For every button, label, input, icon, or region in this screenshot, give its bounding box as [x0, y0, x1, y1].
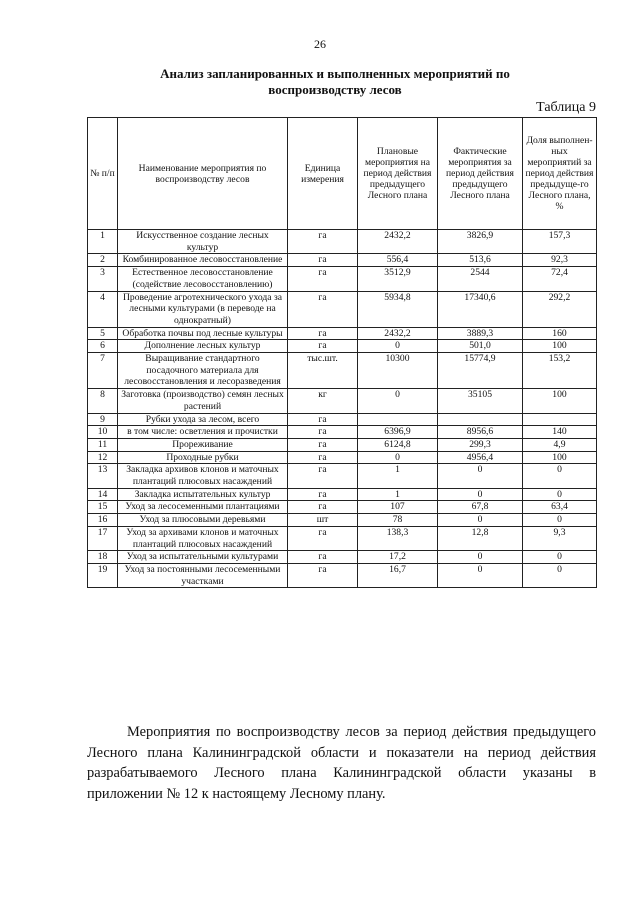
cell-plan	[358, 413, 438, 426]
cell-share: 92,3	[523, 254, 597, 267]
table-row	[88, 267, 597, 291]
cell-plan: 0	[358, 389, 438, 413]
table-row	[88, 327, 597, 340]
cell-num: 7	[88, 353, 118, 389]
cell-num: 15	[88, 501, 118, 514]
cell-name: Рубки ухода за лесом, всего	[118, 413, 288, 426]
cell-unit: га	[288, 230, 358, 254]
table-row	[88, 551, 597, 564]
cell-share: 100	[523, 340, 597, 353]
cell-plan: 0	[358, 451, 438, 464]
cell-name: Естественное лесовосстановление (содействие лесовосстановлению)	[118, 267, 288, 291]
cell-share: 0	[523, 514, 597, 527]
table-row	[88, 501, 597, 514]
cell-plan: 6124,8	[358, 438, 438, 451]
document-title: Анализ запланированных и выполненных мероприятий по воспроизводству лесов	[160, 66, 510, 97]
header-unit: Единица измерения	[288, 118, 358, 230]
cell-share: 292,2	[523, 291, 597, 327]
header-share: Доля выполнен-ных мероприятий за период действия предыдуще-го Лесного плана, %	[523, 118, 597, 230]
cell-unit: га	[288, 438, 358, 451]
cell-name: Искусственное создание лесных культур	[118, 230, 288, 254]
cell-share: 153,2	[523, 353, 597, 389]
cell-name: Заготовка (производство) семян лесных растений	[118, 389, 288, 413]
cell-share: 72,4	[523, 267, 597, 291]
cell-name: Обработка почвы под лесные культуры	[118, 327, 288, 340]
cell-num: 6	[88, 340, 118, 353]
cell-share: 0	[523, 488, 597, 501]
table-row	[88, 464, 597, 488]
table-row	[88, 563, 597, 587]
cell-num: 8	[88, 389, 118, 413]
cell-plan: 2432,2	[358, 230, 438, 254]
cell-plan: 5934,8	[358, 291, 438, 327]
cell-plan: 6396,9	[358, 426, 438, 439]
cell-share: 9,3	[523, 526, 597, 550]
cell-share: 100	[523, 389, 597, 413]
cell-fact: 3826,9	[438, 230, 523, 254]
cell-num: 2	[88, 254, 118, 267]
cell-num: 14	[88, 488, 118, 501]
cell-fact: 15774,9	[438, 353, 523, 389]
reforestation-table	[87, 117, 597, 588]
cell-share: 0	[523, 464, 597, 488]
cell-plan: 16,7	[358, 563, 438, 587]
cell-fact: 0	[438, 551, 523, 564]
cell-fact: 501,0	[438, 340, 523, 353]
cell-unit: га	[288, 451, 358, 464]
cell-share: 63,4	[523, 501, 597, 514]
footer-paragraph: Мероприятия по воспроизводству лесов за период действия предыдущего Лесного плана Калининградской области и показатели на период действия разрабатываемого Лесного плана Калининградской области указаны в приложении № 12 к настоящему Лесному плану.	[87, 724, 596, 802]
table-row	[88, 451, 597, 464]
cell-num: 10	[88, 426, 118, 439]
cell-name: в том числе: осветления и прочистки	[118, 426, 288, 439]
cell-name: Уход за испытательными культурами	[118, 551, 288, 564]
cell-num: 17	[88, 526, 118, 550]
table-label: Таблица 9	[536, 100, 596, 115]
table-row	[88, 426, 597, 439]
cell-num: 16	[88, 514, 118, 527]
table-row	[88, 353, 597, 389]
cell-fact	[438, 413, 523, 426]
cell-unit: га	[288, 267, 358, 291]
table-row	[88, 389, 597, 413]
cell-num: 19	[88, 563, 118, 587]
header-fact: Фактические мероприятия за период действия предыдущего Лесного плана	[438, 118, 523, 230]
cell-unit: га	[288, 340, 358, 353]
cell-plan: 556,4	[358, 254, 438, 267]
cell-num: 1	[88, 230, 118, 254]
cell-fact: 12,8	[438, 526, 523, 550]
cell-name: Комбинированное лесовосстановление	[118, 254, 288, 267]
cell-name: Закладка архивов клонов и маточных плантаций плюсовых насаждений	[118, 464, 288, 488]
cell-num: 9	[88, 413, 118, 426]
table-row	[88, 230, 597, 254]
cell-fact: 0	[438, 488, 523, 501]
table-header-row	[88, 118, 597, 230]
cell-name: Проходные рубки	[118, 451, 288, 464]
cell-num: 13	[88, 464, 118, 488]
cell-fact: 299,3	[438, 438, 523, 451]
cell-plan: 107	[358, 501, 438, 514]
cell-share: 160	[523, 327, 597, 340]
cell-unit: га	[288, 501, 358, 514]
cell-plan: 1	[358, 464, 438, 488]
cell-fact: 0	[438, 514, 523, 527]
table-row	[88, 413, 597, 426]
cell-unit: тыс.шт.	[288, 353, 358, 389]
cell-plan: 78	[358, 514, 438, 527]
header-num: № п/п	[88, 118, 118, 230]
cell-num: 3	[88, 267, 118, 291]
cell-name: Уход за постоянными лесосеменными участками	[118, 563, 288, 587]
page-number: 26	[314, 37, 326, 51]
cell-fact: 17340,6	[438, 291, 523, 327]
table-row	[88, 526, 597, 550]
cell-unit: шт	[288, 514, 358, 527]
cell-fact: 67,8	[438, 501, 523, 514]
cell-num: 5	[88, 327, 118, 340]
cell-unit: га	[288, 426, 358, 439]
table-row	[88, 514, 597, 527]
cell-unit: га	[288, 551, 358, 564]
cell-name: Уход за архивами клонов и маточных плантаций плюсовых насаждений	[118, 526, 288, 550]
cell-name: Закладка испытательных культур	[118, 488, 288, 501]
cell-num: 12	[88, 451, 118, 464]
cell-share: 100	[523, 451, 597, 464]
table-row	[88, 488, 597, 501]
cell-fact: 513,6	[438, 254, 523, 267]
cell-unit: га	[288, 464, 358, 488]
cell-unit: кг	[288, 389, 358, 413]
cell-name: Прореживание	[118, 438, 288, 451]
table-row	[88, 340, 597, 353]
cell-unit: га	[288, 526, 358, 550]
cell-plan: 10300	[358, 353, 438, 389]
cell-num: 18	[88, 551, 118, 564]
header-name: Наименование мероприятия по воспроизводству лесов	[118, 118, 288, 230]
header-plan: Плановые мероприятия на период действия предыдущего Лесного плана	[358, 118, 438, 230]
cell-name: Дополнение лесных культур	[118, 340, 288, 353]
cell-unit: га	[288, 413, 358, 426]
cell-plan: 138,3	[358, 526, 438, 550]
table-row	[88, 438, 597, 451]
cell-plan: 1	[358, 488, 438, 501]
cell-share: 0	[523, 551, 597, 564]
cell-unit: га	[288, 563, 358, 587]
cell-fact: 2544	[438, 267, 523, 291]
cell-plan: 0	[358, 340, 438, 353]
cell-name: Уход за лесосеменными плантациями	[118, 501, 288, 514]
cell-fact: 3889,3	[438, 327, 523, 340]
cell-share	[523, 413, 597, 426]
cell-unit: га	[288, 291, 358, 327]
cell-fact: 0	[438, 563, 523, 587]
cell-plan: 2432,2	[358, 327, 438, 340]
cell-plan: 17,2	[358, 551, 438, 564]
cell-fact: 4956,4	[438, 451, 523, 464]
cell-share: 140	[523, 426, 597, 439]
cell-fact: 0	[438, 464, 523, 488]
cell-unit: га	[288, 254, 358, 267]
cell-fact: 35105	[438, 389, 523, 413]
table-row	[88, 291, 597, 327]
cell-share: 0	[523, 563, 597, 587]
cell-num: 4	[88, 291, 118, 327]
table-row	[88, 254, 597, 267]
cell-unit: га	[288, 327, 358, 340]
cell-name: Проведение агротехнического ухода за лесными культурами (в переводе на однократный)	[118, 291, 288, 327]
cell-num: 11	[88, 438, 118, 451]
cell-unit: га	[288, 488, 358, 501]
cell-share: 4,9	[523, 438, 597, 451]
cell-fact: 8956,6	[438, 426, 523, 439]
cell-name: Уход за плюсовыми деревьями	[118, 514, 288, 527]
cell-share: 157,3	[523, 230, 597, 254]
cell-name: Выращивание стандартного посадочного материала для лесовосстановления и лесоразведения	[118, 353, 288, 389]
cell-plan: 3512,9	[358, 267, 438, 291]
